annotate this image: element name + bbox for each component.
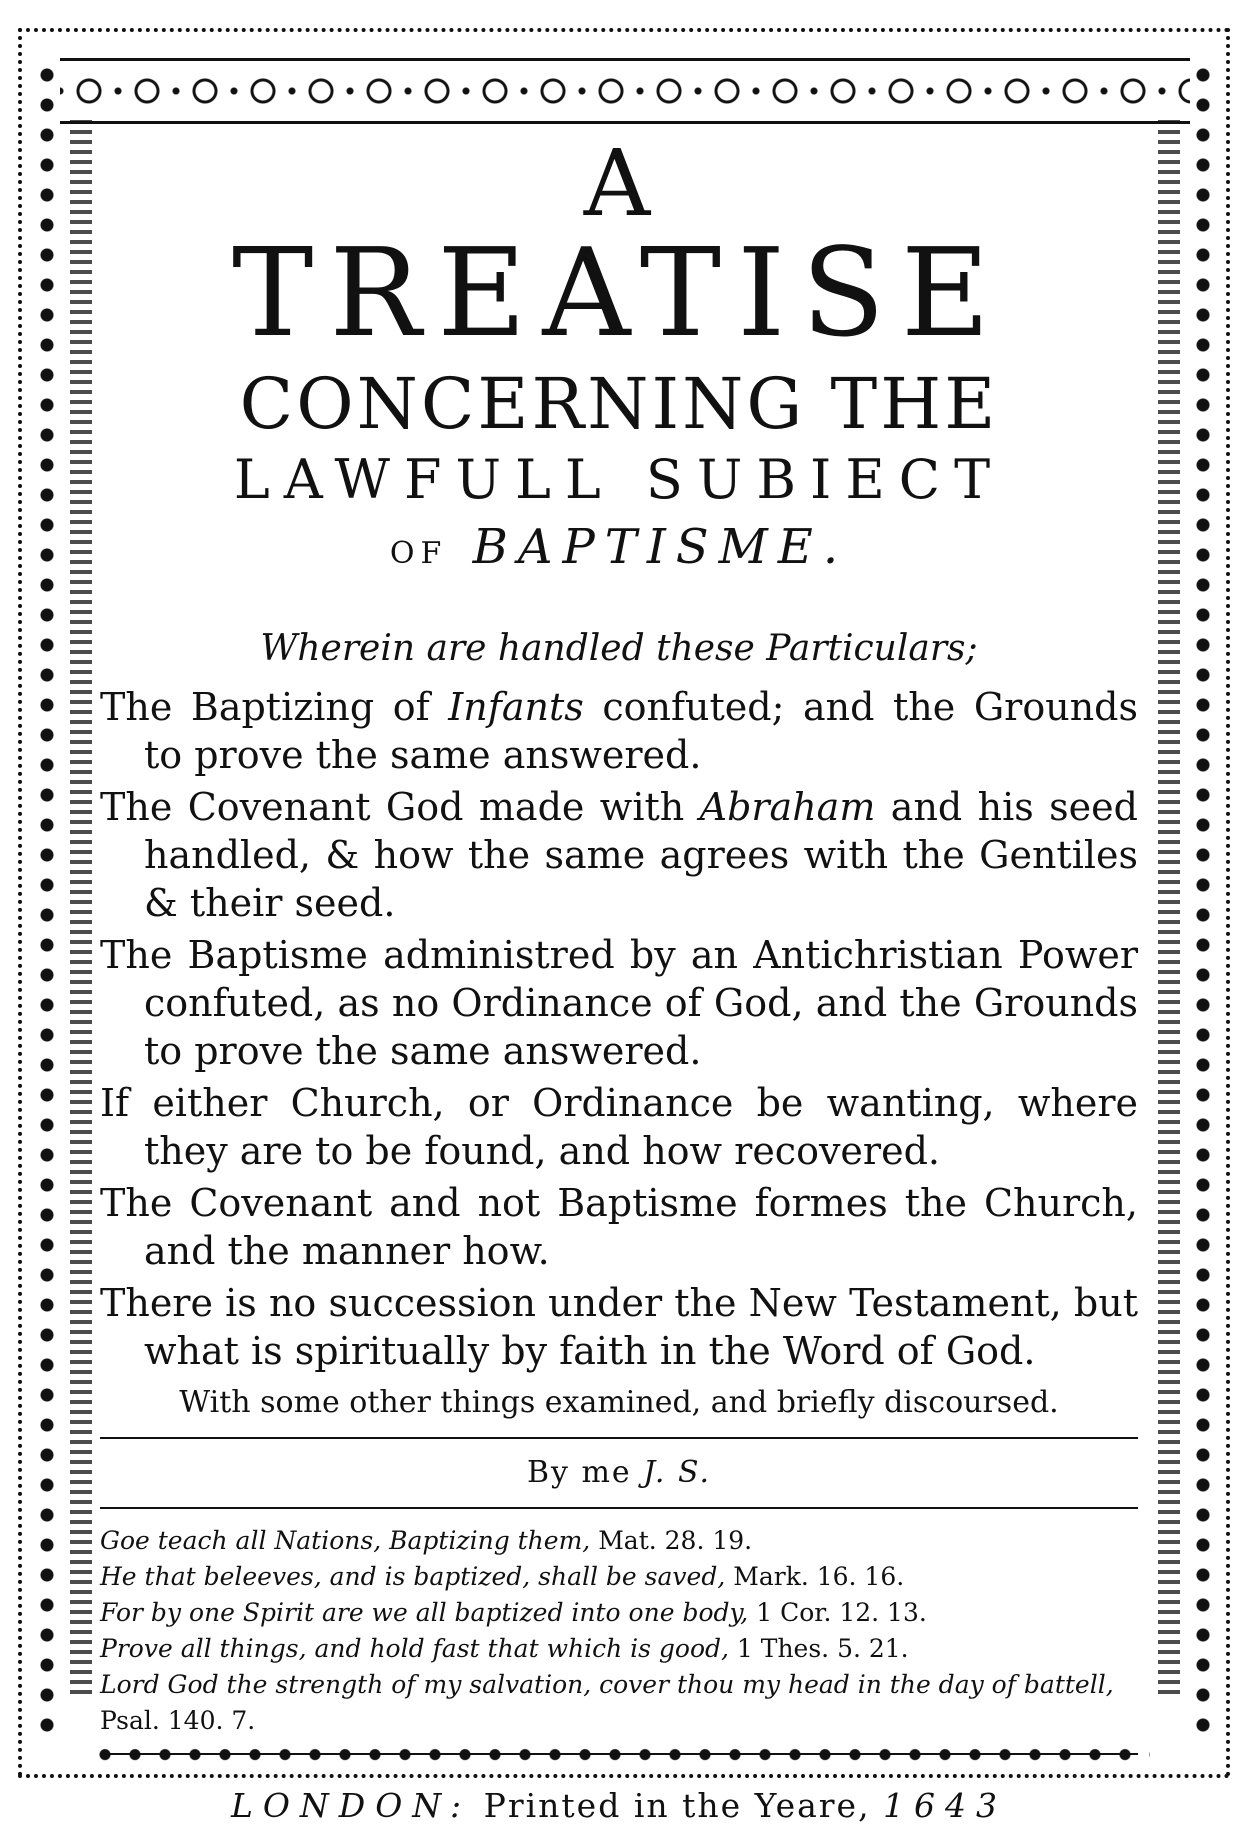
author-initials: J. S.: [643, 1455, 712, 1490]
closing-line: With some other things examined, and briefly discoursed.: [179, 1385, 1059, 1420]
divider-rule: [100, 1753, 1138, 1755]
right-ornament-band: [1158, 120, 1180, 1697]
item-text: confuted; and the Grounds to prove the same answered.: [144, 685, 1138, 777]
item-text: There is no succession under the New Testament, but what is spiritually by faith in the Word of God.: [100, 1281, 1138, 1373]
imprint-text: Printed in the Yeare,: [483, 1786, 871, 1825]
quote-reference: Psal. 140. 7.: [100, 1706, 256, 1735]
list-item: [100, 1279, 1138, 1375]
quote-text: Lord God the strength of my salvation, cover thou my head in the day of battell,: [100, 1670, 1114, 1699]
right-fleuron-column: [1188, 60, 1218, 1747]
quote-text: He that beleeves, and is baptized, shall be saved,: [100, 1562, 726, 1591]
quote-reference: Mark. 16. 16.: [733, 1562, 905, 1591]
title-baptisme: BAPTISME.: [472, 519, 849, 575]
particulars-list: [100, 683, 1138, 1375]
scripture-quote: [100, 1667, 1138, 1739]
title-line-of: [100, 518, 1138, 583]
quote-text: Prove all things, and hold fast that which is good,: [100, 1634, 729, 1663]
item-text: The Covenant and not Baptisme formes the Church, and the manner how.: [100, 1181, 1138, 1273]
left-ornament-band: [70, 120, 92, 1697]
item-text: The Baptisme administred by an Antichristian Power confuted, as no Ordinance of God, and the Grounds to prove the same answered.: [100, 933, 1138, 1073]
list-item: [100, 783, 1138, 927]
scripture-quote: [100, 1523, 1138, 1559]
wherein-heading: Wherein are handled these Particulars;: [260, 628, 978, 669]
imprint-line: [100, 1785, 1138, 1827]
quote-reference: 1 Thes. 5. 21.: [736, 1634, 909, 1663]
item-text: The Baptizing of: [100, 685, 449, 729]
item-text: The Covenant God made with: [100, 785, 700, 829]
list-item: [100, 683, 1138, 779]
scripture-quote: [100, 1631, 1138, 1667]
item-text: If either Church, or Ordinance be wanting, where they are to be found, and how recovered.: [100, 1081, 1138, 1173]
imprint-year: 1643: [883, 1786, 1008, 1825]
title-line-lawfull: LAWFULL SUBIECT: [233, 448, 1005, 511]
quote-text: Goe teach all Nations, Baptizing them,: [100, 1526, 591, 1555]
item-italic: Abraham: [699, 785, 876, 829]
author-line: [100, 1453, 1138, 1493]
top-ornament-frieze: [60, 58, 1190, 124]
title-page: [100, 130, 1138, 1827]
title-line-a: A: [583, 130, 655, 237]
quote-text: For by one Spirit are we all baptized into one body,: [100, 1598, 749, 1627]
author-prefix: By me: [526, 1455, 632, 1490]
item-italic: Infants: [448, 685, 584, 729]
list-item: [100, 1079, 1138, 1175]
title-line-treatise: TREATISE: [232, 222, 1006, 364]
left-fleuron-column: [32, 60, 62, 1747]
scripture-quotes: [100, 1523, 1138, 1739]
scripture-quote: [100, 1559, 1138, 1595]
imprint-city: LONDON:: [230, 1786, 472, 1825]
list-item: [100, 1179, 1138, 1275]
quote-reference: 1 Cor. 12. 13.: [756, 1598, 927, 1627]
title-of-prefix: OF: [389, 536, 448, 571]
quote-reference: Mat. 28. 19.: [598, 1526, 753, 1555]
divider-rule: [100, 1437, 1138, 1439]
list-item: [100, 931, 1138, 1075]
title-line-concerning: CONCERNING THE: [239, 363, 999, 445]
scripture-quote: [100, 1595, 1138, 1631]
item-text: and his seed handled, & how the same agrees with the Gentiles & their seed.: [144, 785, 1138, 925]
divider-rule: [100, 1507, 1138, 1509]
